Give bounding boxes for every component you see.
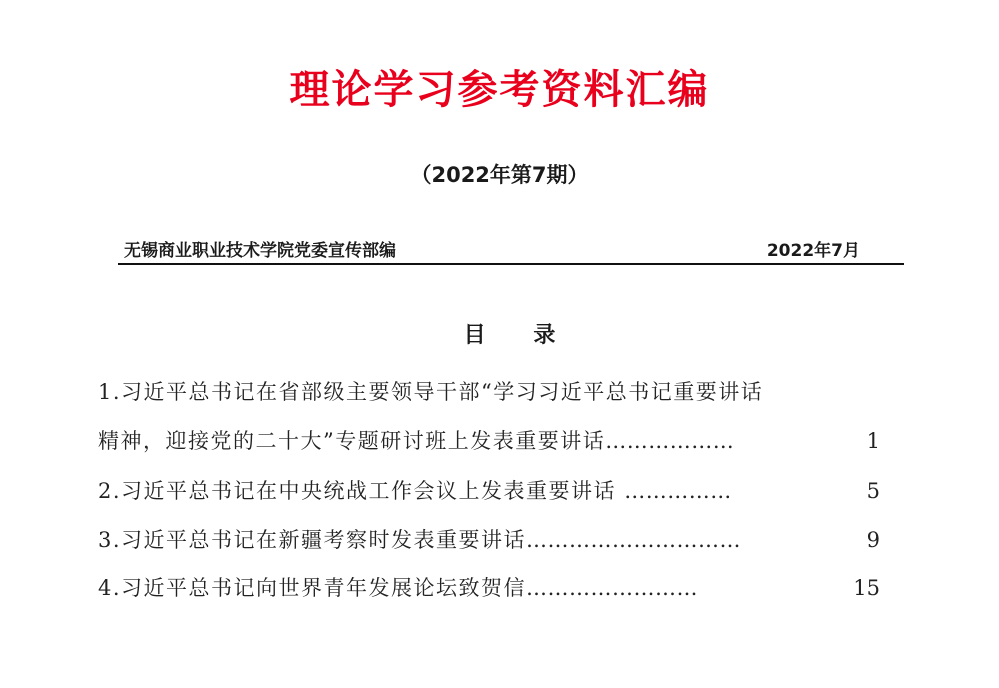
toc-entry-1-line-2[interactable] xyxy=(98,426,880,456)
header-divider xyxy=(118,263,904,265)
toc-heading: 目 录 xyxy=(463,323,576,348)
toc-entry-text: 精神，迎接党的二十大”专题研讨班上发表重要讲话 xyxy=(98,429,606,453)
toc-entry-text: 4.习近平总书记向世界青年发展论坛致贺信 xyxy=(98,576,527,600)
toc-page-number: 5 xyxy=(866,479,880,503)
toc-page-number: 9 xyxy=(866,528,880,552)
toc-entry-4[interactable] xyxy=(98,573,880,603)
publication-date: 2022年7月 xyxy=(766,241,860,261)
toc-page-number: 1 xyxy=(866,429,880,453)
publisher-line xyxy=(124,236,860,261)
publisher: 无锡商业职业技术学院党委宣传部编 xyxy=(124,241,396,261)
toc-entry-1-line-1[interactable] xyxy=(98,377,880,407)
toc-entry-text: 1.习近平总书记在省部级主要领导干部“学习习近平总书记重要讲话 xyxy=(98,380,764,404)
toc-entry-text: 2.习近平总书记在中央统战工作会议上发表重要讲话 xyxy=(98,479,625,503)
toc-leader-dots: ………………………… xyxy=(526,528,742,552)
issue-number: （2022年第7期） xyxy=(410,163,589,187)
toc-leader-dots: …………………… xyxy=(526,576,699,600)
toc-page-number: 15 xyxy=(853,576,880,600)
toc-entry-2[interactable] xyxy=(98,476,880,506)
toc-leader-dots: ……………… xyxy=(605,429,735,453)
toc-leader-dots: …………… xyxy=(624,479,732,503)
document-title: 理论学习参考资料汇编 xyxy=(289,67,710,113)
toc-entry-text: 3.习近平总书记在新疆考察时发表重要讲话 xyxy=(98,528,527,552)
toc-entry-3[interactable] xyxy=(98,525,880,555)
